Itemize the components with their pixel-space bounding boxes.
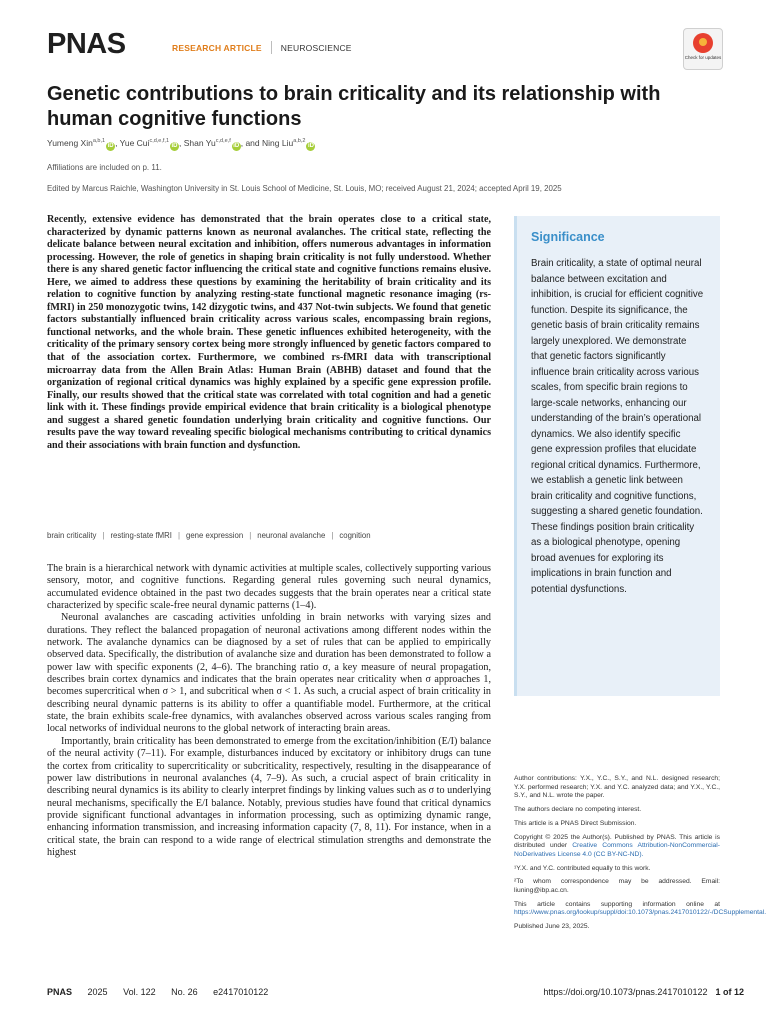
submission-note: This article is a PNAS Direct Submission.: [514, 819, 637, 827]
article-title: Genetic contributions to brain criticality and its relationship with human cognitive functions: [47, 83, 661, 130]
orcid-icon[interactable]: iD: [307, 143, 314, 149]
author-affiliation-marker: c,d,e,f: [215, 138, 231, 145]
page-footer: [47, 987, 744, 997]
page-number: 1 of 12: [715, 987, 744, 997]
author-affiliation-marker: c,d,e,f,1: [149, 138, 170, 145]
author-name[interactable]: Shan Yu: [183, 138, 216, 148]
header-divider: [271, 41, 272, 54]
author-name[interactable]: Yue Cui: [119, 138, 150, 148]
keyword-separator: |: [249, 531, 252, 540]
supporting-info-note: [514, 900, 767, 918]
published-date: Published June 23, 2025.: [514, 923, 590, 931]
significance-text: Brain criticality, a state of optimal neural balance between excitation and inhibition, is crucial for efficient cognitive function. Despite its significance, the genetic basis of brain criticality remains largely unexplored. We demonstrate that genetic factors significantly influence brain criticality across various scales, from specific brain regions to large-scale networks, enhancing our understanding of the brain’s operational dynamics. We also identify specific gene expression profiles that elucidate regional critical dynamics. Furthermore, we establish a genetic link between brain criticality and cognitive functions, suggesting a shared genetic foundation. These findings position brain criticality as a biological phenotype, opening broad avenues for exploring its implications in brain function and potential dysfunctions.: [531, 258, 704, 595]
keyword: brain criticality: [47, 531, 97, 540]
author-name[interactable]: Ning Liu: [262, 138, 294, 148]
author-list: [47, 138, 315, 151]
license-link[interactable]: Creative Commons Attribution-NonCommercial-NoDerivatives License 4.0 (CC BY-NC-ND).: [514, 842, 720, 858]
author-separator: ,: [179, 138, 184, 148]
subject-label[interactable]: NEUROSCIENCE: [280, 42, 352, 53]
abstract: Recently, extensive evidence has demonstrated that the brain operates close to a critical state, characterized by dynamic patterns known as neuronal avalanches. The critical state, reflecting the delicate balance between neural excitation and inhibition, offers numerous advantages in information processing. However, the role of genetics in shaping brain criticality is not fully understood. Whether there is any shared genetic factor influencing the critical state and cognitive functions remains elusive. Here, we aimed to address these questions by examining the heritability of brain criticality and its relation to cognitive function by analyzing resting-state functional magnetic resonance imaging (rs-fMRI) in 250 monozygotic twins, 142 dizygotic twins, and 437 Not-twin subjects. We found that genetic factors substantially influenced brain criticality across various scales, encompassing brain regions, functional networks, and the whole brain. These genetic influences exhibited heterogeneity, with the criticality of the primary sensory cortex being more strongly influenced by genetic factors compared to that of the association cortex. Furthermore, we combined rs-fMRI data with transcriptional microarray data from the Allen Brain Atlas: Human Brain (ABHB) dataset and found that the organization of regional critical dynamics was highly explained by a specific gene expression profile. Finally, our results showed that the critical state was correlated with total cognition and had a genetic link with it. These findings provide empirical evidence that brain criticality is a biological phenotype and suggest a shared genetic foundation underlying brain criticality and cognitive functions. Our results pave the way toward revealing specific biological mechanisms contributing to critical dynamics and their associations with brain function and dysfunction.: [47, 214, 491, 451]
footer-year: 2025: [87, 987, 108, 997]
keyword: resting-state fMRI: [110, 531, 172, 540]
article-header-meta: [172, 41, 352, 54]
article-type-label[interactable]: RESEARCH ARTICLE: [172, 42, 262, 53]
author-separator: ,: [115, 138, 120, 148]
author-affiliation-marker: a,b,2: [293, 138, 306, 145]
body-paragraph: Neuronal avalanches are cascading activities unfolding in brain networks with varying sizes and durations. They reflect the balanced propagation of neuronal activations among different nodes within the network. The avalanche dynamics can be diagnosed by a set of rules that can be applied to empirically observed data. Specifically, the distribution of avalanche size and duration has been demonstrated to follow a power law with specific exponents (2, 4–6). The branching ratio σ, a key measure of neural propagation, describes brain cortex dynamics and indicates that the brain operates near criticality when σ approaches 1, becomes supercritical when σ > 1, and subcritical when σ < 1. As such, a crucial aspect of brain criticality in describing neural dynamic patterns is its ability to offer a quantifiable model. Furthermore, at the critical state, the brain exhibits scale-free dynamics, with avalanches observed across various scales ranging from local networks of individual neurons to the global network of interacting brain areas.: [47, 612, 491, 735]
body-paragraph: Importantly, brain criticality has been demonstrated to emerge from the excitation/inhibition (E/I) balance of the neural activity (7–11). For example, disturbances induced by excitatory or inhibitory drugs can tune the cortex from criticality to supercriticality or subcriticality, respectively, resulting in the disappearance of power law distributions in neuronal avalanches (4, 7–9). As such, a crucial aspect of brain criticality in describing neural dynamics is its ability to clearly interpret findings by linking values such as σ to underlying neural mechanisms, specifically the E/I balance. Notably, previous studies have found that critical dynamics provide significant functional advantages in information processing, such as optimizing dynamic range, enhancing information transmission, and increasing information capacity (7, 8, 11). For instance, when in a critical state, the brain can respond to a wide range of electrical stimulation strengths and demonstrate the highest: [47, 735, 491, 858]
keyword: neuronal avalanche: [257, 531, 326, 540]
keyword-separator: |: [177, 531, 180, 540]
author-separator: , and: [240, 138, 263, 148]
significance-heading: Significance: [531, 230, 605, 244]
affiliations-note: Affiliations are included on p. 11.: [47, 163, 162, 172]
keyword: cognition: [339, 531, 371, 540]
author-name[interactable]: Yumeng Xin: [47, 138, 93, 148]
keyword-separator: |: [331, 531, 334, 540]
equal-contribution-note: ¹Y.X. and Y.C. contributed equally to this work.: [514, 864, 651, 872]
author-affiliation-marker: a,b,1: [92, 138, 106, 145]
significance-box: [514, 216, 720, 696]
journal-logo[interactable]: PNAS: [47, 28, 126, 60]
supporting-info-link[interactable]: https://www.pnas.org/lookup/suppl/doi:10.1073/pnas.2417010122/-/DCSupplemental.: [514, 909, 767, 917]
keyword: gene expression: [186, 531, 244, 540]
keyword-separator: |: [102, 531, 105, 540]
body-paragraph: The brain is a hierarchical network with dynamic activities at multiple scales, collectively supporting various sensory, motor, and cognitive functions. Regarding general rules governing such neural dynamics, accumulated evidence obtained in the past two decades suggests that the brain operates near a critical state characterized by specific scale-free neural dynamic patterns (1–4).: [47, 563, 491, 612]
check-for-updates-button[interactable]: [683, 28, 723, 70]
footer-volume: Vol. 122: [123, 987, 156, 997]
body-text: [47, 563, 491, 859]
copyright-text: Copyright © 2025 the Author(s). Published by PNAS. This article is distributed under: [514, 833, 720, 850]
footer-right: [543, 987, 744, 997]
footer-issue: No. 26: [171, 987, 198, 997]
author-contributions: Author contributions: Y.X., Y.C., S.Y., and N.L. designed research; Y.X. performed research; Y.X. and Y.C. analyzed data; and Y.X., Y.C., S.Y., and N.L. wrote the paper.: [514, 775, 720, 800]
check-updates-icon: [693, 33, 713, 53]
orcid-icon[interactable]: iD: [171, 143, 178, 149]
competing-interest: The authors declare no competing interest.: [514, 806, 642, 814]
orcid-icon[interactable]: iD: [233, 143, 240, 149]
citation-info: [47, 987, 281, 997]
editor-dates-line: Edited by Marcus Raichle, Washington University in St. Louis School of Medicine, St. Louis, MO; received August 21, 2024; accepted April 19, 2025: [47, 184, 562, 193]
footnotes: [514, 775, 767, 937]
footer-journal: PNAS: [47, 987, 73, 997]
keyword-list: [47, 531, 371, 540]
doi-link[interactable]: https://doi.org/10.1073/pnas.2417010122: [543, 987, 708, 997]
orcid-icon[interactable]: iD: [107, 143, 114, 149]
supporting-text: This article contains supporting information online at: [514, 900, 720, 908]
check-updates-label: Check for updates: [684, 55, 722, 60]
footer-article-id: e2417010122: [213, 987, 269, 997]
copyright-note: [514, 834, 720, 860]
correspondence-note: ²To whom correspondence may be addressed. Email: liuning@ibp.ac.cn.: [514, 878, 720, 895]
